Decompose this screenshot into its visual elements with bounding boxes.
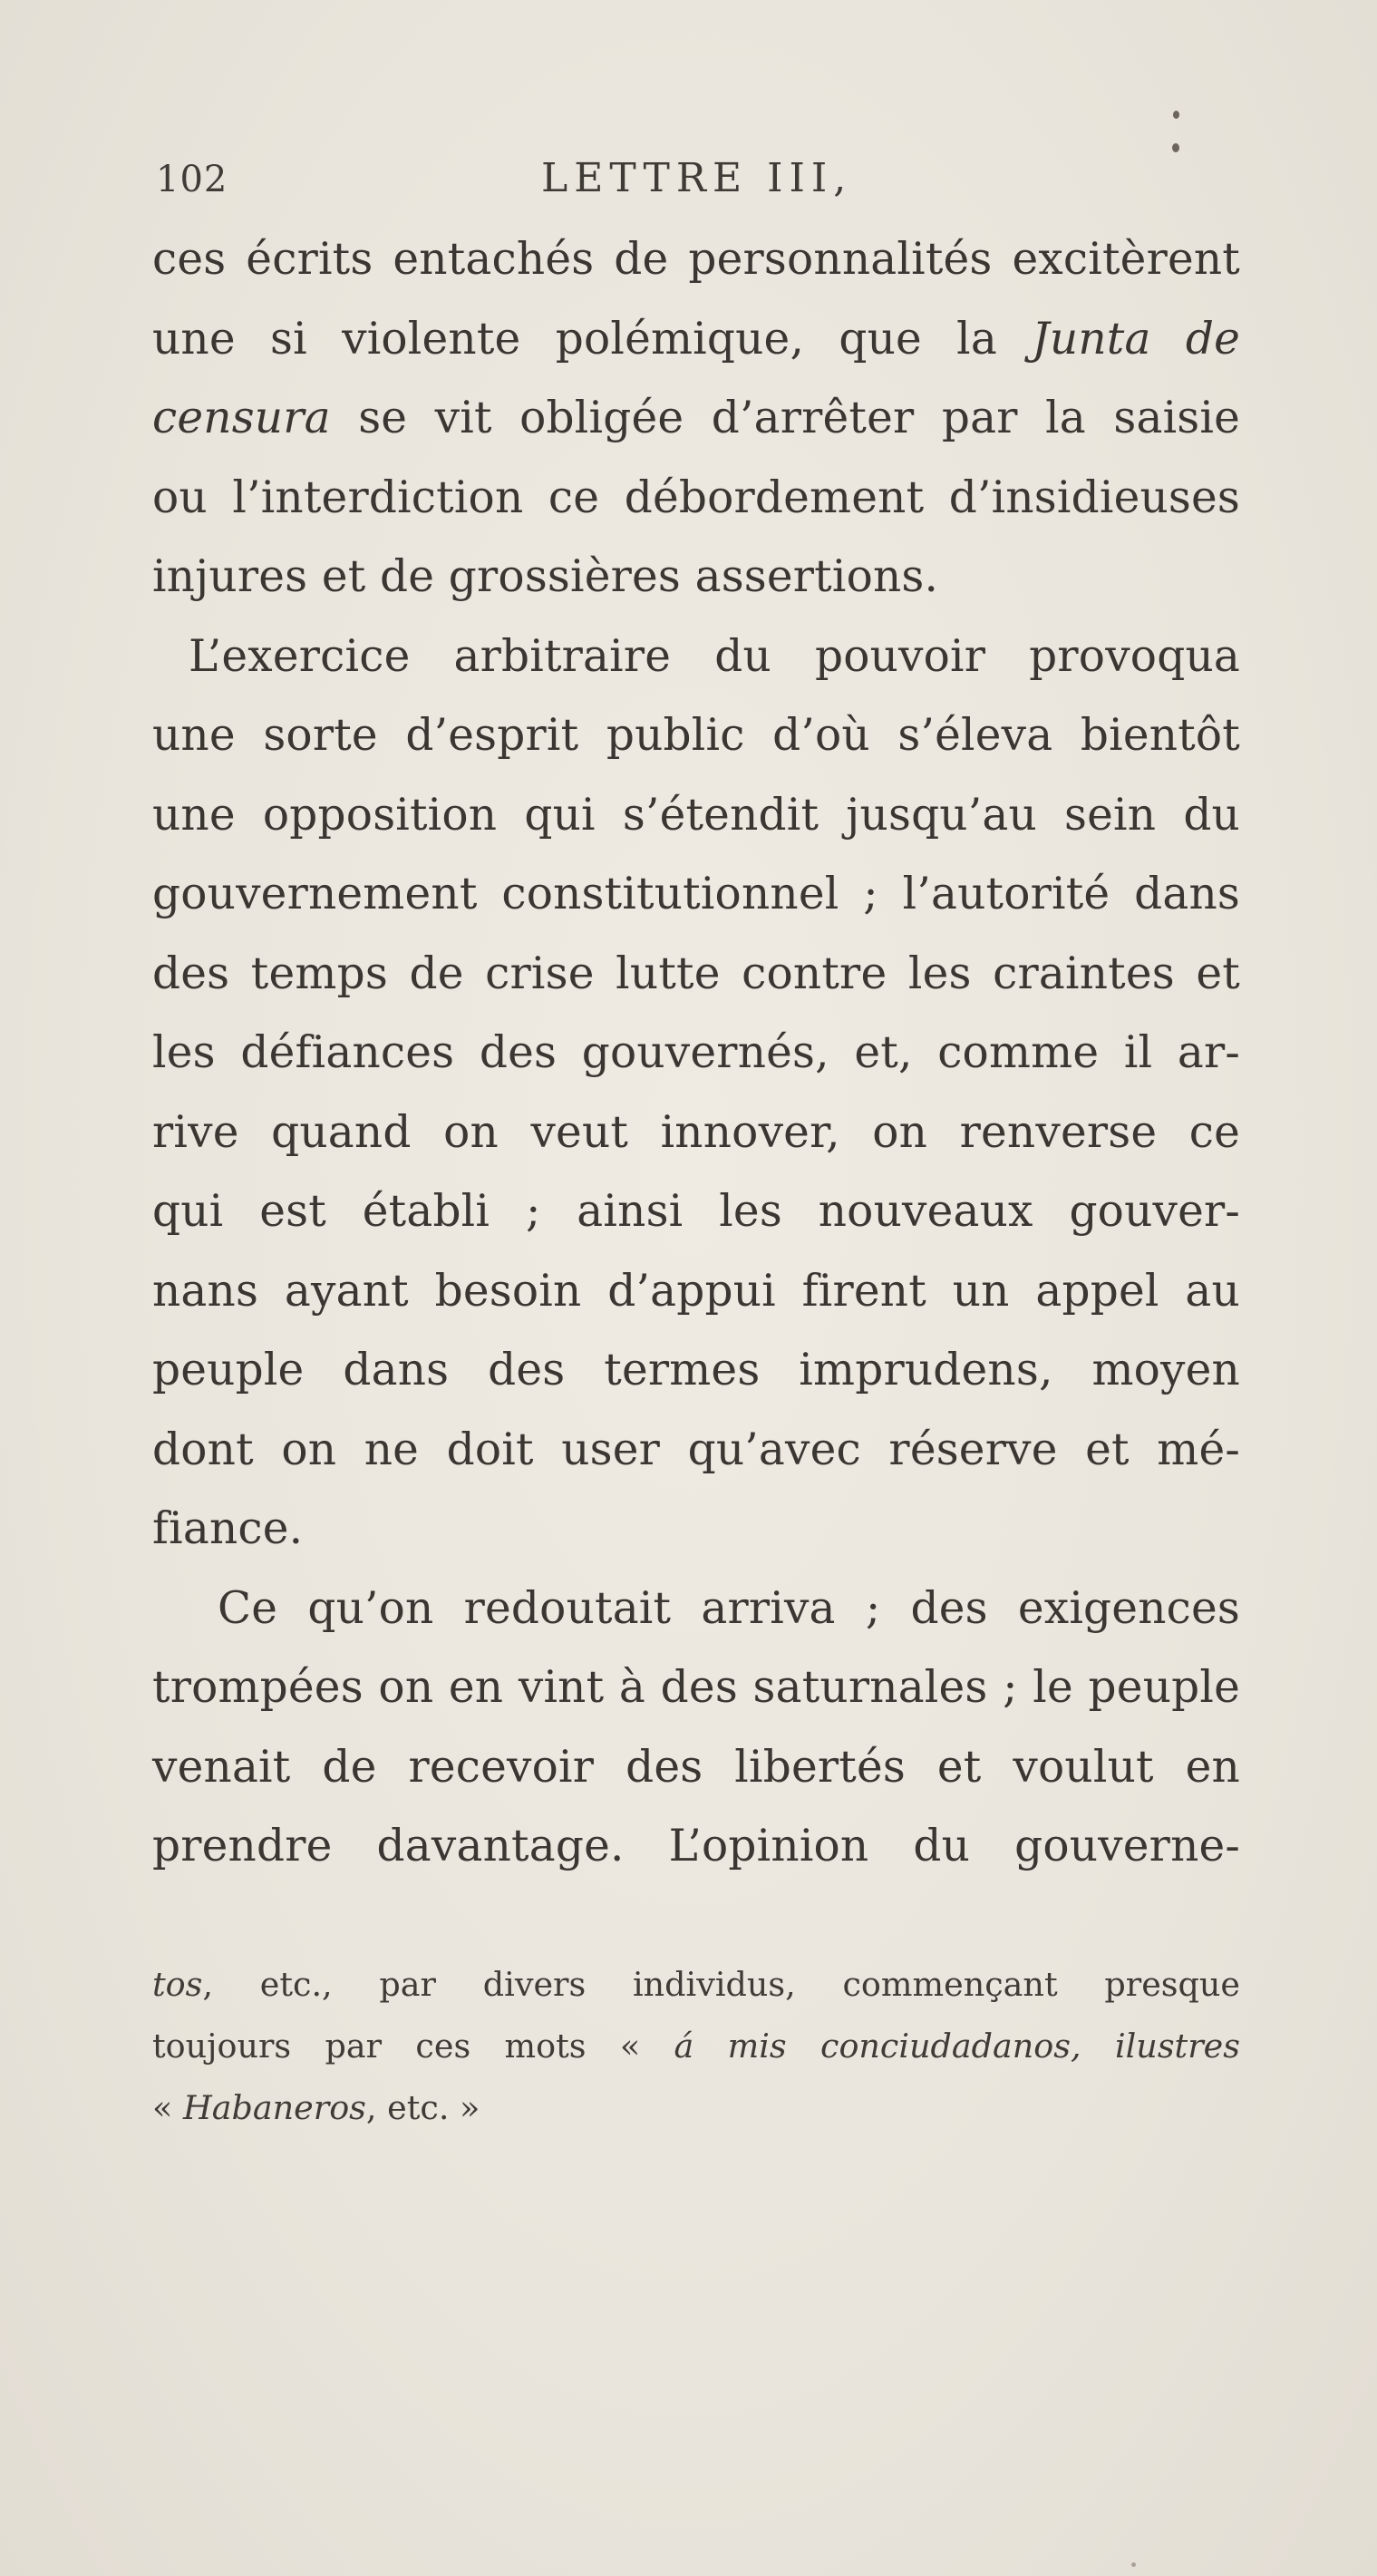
text-line-17: fiance.	[152, 1503, 304, 1554]
text-line-15: peuple dans des termes imprudens, moyen	[152, 1345, 1240, 1395]
text-line-2: une si violente polémique, que la Junta de	[152, 313, 1240, 365]
text-line-18: Ce qu’on redoutait arriva ; des exigences	[218, 1582, 1240, 1634]
ink-speck	[1173, 111, 1179, 119]
text-line-10: des temps de crise lutte contre les craintes et	[152, 948, 1240, 999]
text-line-12: rive quand on veut innover, on renverse ce	[152, 1106, 1240, 1158]
text-line-5: injures et de grossières assertions.	[152, 551, 939, 602]
text-line-8: une opposition qui s’étendit jusqu’au sein du	[152, 789, 1240, 841]
text-line-13: qui est établi ; ainsi les nouveaux gouver-	[152, 1186, 1240, 1237]
text-line-20: venait de recevoir des libertés et voulut en	[152, 1741, 1240, 1793]
text-line-9: gouvernement constitutionnel ; l’autorité dans	[152, 869, 1240, 919]
text-line-4: ou l’interdiction ce débordement d’insidieuses	[152, 471, 1240, 523]
text-line-6: L’exercice arbitraire du pouvoir provoqua	[189, 630, 1240, 682]
text-line-19: trompées on en vint à des saturnales ; le peuple	[152, 1662, 1240, 1713]
ink-speck	[1131, 2562, 1136, 2567]
page-header	[156, 150, 1262, 213]
ink-speck	[1172, 143, 1179, 152]
footnote-line-2: toujours par ces mots « á mis conciudadanos, ilustres	[152, 2027, 1240, 2066]
page-number: 102	[156, 159, 228, 200]
text-line-16: dont on ne doit user qu’avec réserve et mé-	[152, 1424, 1240, 1475]
text-line-7: une sorte d’esprit public d’où s’éleva bientôt	[152, 710, 1240, 761]
text-line-1: ces écrits entachés de personnalités excitèrent	[152, 234, 1240, 285]
text-line-14: nans ayant besoin d’appui firent un appel au	[152, 1265, 1240, 1317]
footnote	[152, 1954, 1240, 2139]
footnote-line-3: « Habaneros, etc. »	[152, 2088, 480, 2127]
italic-phrase-junta: Junta de	[1032, 313, 1240, 365]
running-head: LETTRE III,	[541, 155, 853, 201]
italic-word-censura: censura	[152, 393, 331, 443]
body-text	[152, 220, 1240, 1887]
text-line-21: prendre davantage. L’opinion du gouverne-	[152, 1821, 1240, 1871]
footnote-line-1: tos, etc., par divers individus, commençant presque	[152, 1965, 1240, 2004]
text-line-3: censura se vit obligée d’arrêter par la saisie	[152, 393, 1240, 443]
text-line-11: les défiances des gouvernés, et, comme il ar-	[152, 1027, 1240, 1078]
